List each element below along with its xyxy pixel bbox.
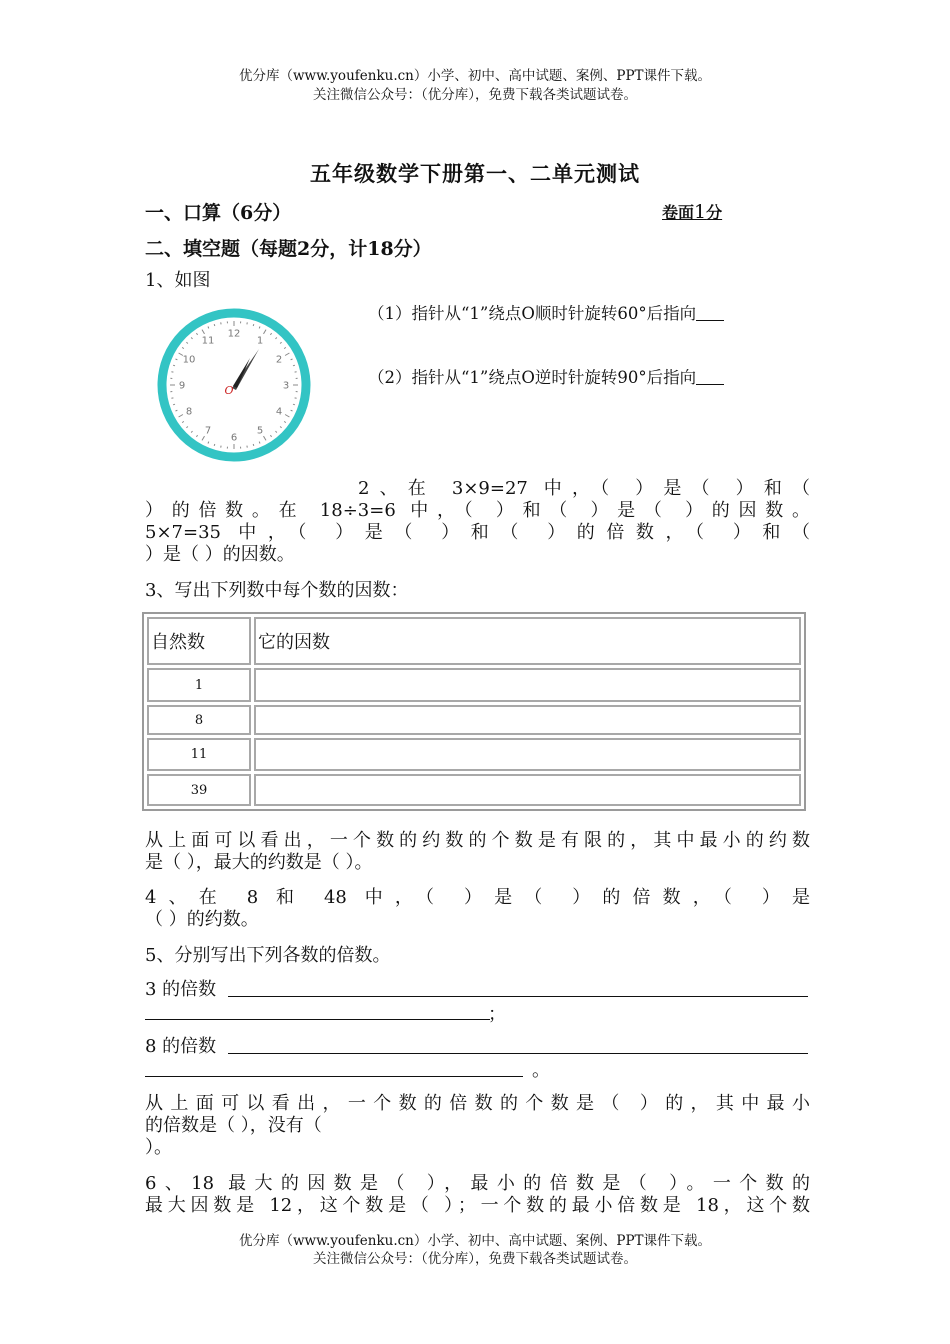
clock-number-8: 8 xyxy=(185,406,193,418)
q5-note-line-1: 从上面可以看出，一个数的倍数的个数是（ ）的，其中最小 xyxy=(145,1093,810,1114)
footer-line-1: 优分库（www.youfenku.cn）小学、初中、高中试题、案例、PPT课件下载。 xyxy=(238,1233,712,1249)
table-row-number: 8 xyxy=(147,705,251,735)
table-row-answer[interactable] xyxy=(254,774,801,806)
clock-number-4: 4 xyxy=(275,406,283,418)
q5-multiples-8-end: 。 xyxy=(532,1060,550,1081)
clock-tick xyxy=(214,324,215,326)
table-row xyxy=(147,774,801,806)
score-suffix: 分 xyxy=(706,203,723,222)
clock-number-11: 11 xyxy=(201,335,215,347)
clock-tick xyxy=(173,365,175,366)
table-row-answer[interactable] xyxy=(254,668,801,702)
q2-line-1: 2、在 3×9=27 中，（ ）是（ ）和（ xyxy=(358,478,810,499)
clock-figure xyxy=(155,306,313,464)
q4-line-1: 4、在 8 和 48 中，（ ）是（ ）的倍数，（ ）是 xyxy=(145,887,810,908)
section-fill-blank: 二、填空题（每题2分，计18分） xyxy=(145,238,432,260)
clock-tick xyxy=(253,324,254,326)
clock-tick xyxy=(214,444,215,446)
clock-number-12: 12 xyxy=(227,328,241,340)
q1-sub1-text: （1）指针从“1”绕点O顺时针旋转60°后指向 xyxy=(368,304,697,323)
clock-number-6: 6 xyxy=(230,432,238,444)
table-row-number: 1 xyxy=(147,668,251,702)
q1-sub2 xyxy=(368,366,808,389)
table-row xyxy=(147,738,801,771)
table-row xyxy=(147,705,801,735)
q5-multiples-3-answer-line-1[interactable] xyxy=(228,996,808,997)
table-row xyxy=(147,668,801,702)
header-line-1: 优分库（www.youfenku.cn）小学、初中、高中试题、案例、PPT课件下载。 xyxy=(238,68,712,84)
table-header-factors: 它的因数 xyxy=(254,617,801,665)
q5-note-line-2: 的倍数是（ ），没有（ xyxy=(145,1115,322,1136)
q1-sub1-blank[interactable] xyxy=(696,302,724,321)
clock-number-1: 1 xyxy=(256,335,264,347)
clock-number-10: 10 xyxy=(182,354,196,366)
q5-multiples-3-answer-line-2[interactable] xyxy=(145,1019,490,1020)
clock-number-7: 7 xyxy=(204,425,212,437)
score-prefix: 卷面 xyxy=(662,203,695,222)
q2-line-3: 5×7=35 中，（ ）是（ ）和（ ）的倍数，（ ）和（ xyxy=(145,522,810,543)
clock-number-5: 5 xyxy=(256,425,264,437)
q3-label: 3、写出下列数中每个数的因数： xyxy=(145,580,409,601)
q3-note-line-2: 是（ ），最大的约数是（ ）。 xyxy=(145,852,373,873)
paper-score xyxy=(662,200,722,223)
clock-tick xyxy=(293,404,295,405)
q1-label: 1、如图 xyxy=(145,270,211,291)
q6-line-1: 6、18 最大的因数是（ ），最小的倍数是（ ）。一个数的 xyxy=(145,1173,810,1194)
table-header-row xyxy=(147,617,801,665)
score-value: 1 xyxy=(694,201,707,223)
table-row-number: 11 xyxy=(147,738,251,771)
clock-number-2: 2 xyxy=(275,354,283,366)
factor-table xyxy=(142,612,806,811)
clock-tick xyxy=(173,404,175,405)
page-title: 五年级数学下册第一、二单元测试 xyxy=(310,161,640,186)
clock-number-9: 9 xyxy=(178,380,186,392)
q1-sub1 xyxy=(368,302,808,325)
clock-center-label: O xyxy=(224,384,234,397)
q5-multiples-8-answer-line-2[interactable] xyxy=(145,1076,523,1077)
table-header-number: 自然数 xyxy=(147,617,251,665)
table-row-answer[interactable] xyxy=(254,738,801,771)
footer-line-2: 关注微信公众号：（优分库），免费下载各类试题试卷。 xyxy=(313,1251,637,1267)
q1-sub2-blank[interactable] xyxy=(696,366,724,385)
clock-number-3: 3 xyxy=(282,380,290,392)
q2-line-2: ）的倍数。在 18÷3=6 中，（ ）和（ ）是（ ）的因数。 xyxy=(145,500,810,521)
q5-multiples-8-label: 8 的倍数 xyxy=(145,1036,217,1057)
header-line-2: 关注微信公众号：（优分库），免费下载各类试题试卷。 xyxy=(313,87,637,103)
q6-line-2: 最大因数是 12，这个数是（ ）；一个数的最小倍数是 18，这个数 xyxy=(145,1195,810,1216)
section-oral-calc: 一、口算（6分） xyxy=(145,202,292,224)
clock-tick xyxy=(293,365,295,366)
q4-line-2: （ ）的约数。 xyxy=(145,909,259,930)
q1-sub2-text: （2）指针从“1”绕点O逆时针旋转90°后指向 xyxy=(368,368,697,387)
q5-label: 5、分别写出下列各数的倍数。 xyxy=(145,945,391,966)
table-row-number: 39 xyxy=(147,774,251,806)
q5-multiples-8-answer-line-1[interactable] xyxy=(228,1053,808,1054)
q2-line-4: ）是（ ）的因数。 xyxy=(145,544,295,565)
q3-note-line-1: 从上面可以看出，一个数的约数的个数是有限的，其中最小的约数 xyxy=(145,830,810,851)
table-row-answer[interactable] xyxy=(254,705,801,735)
q5-multiples-3-label: 3 的倍数 xyxy=(145,979,217,1000)
clock-tick xyxy=(253,444,254,446)
q5-multiples-3-end: ； xyxy=(488,1004,506,1025)
q5-note-line-3: ）。 xyxy=(145,1137,172,1158)
